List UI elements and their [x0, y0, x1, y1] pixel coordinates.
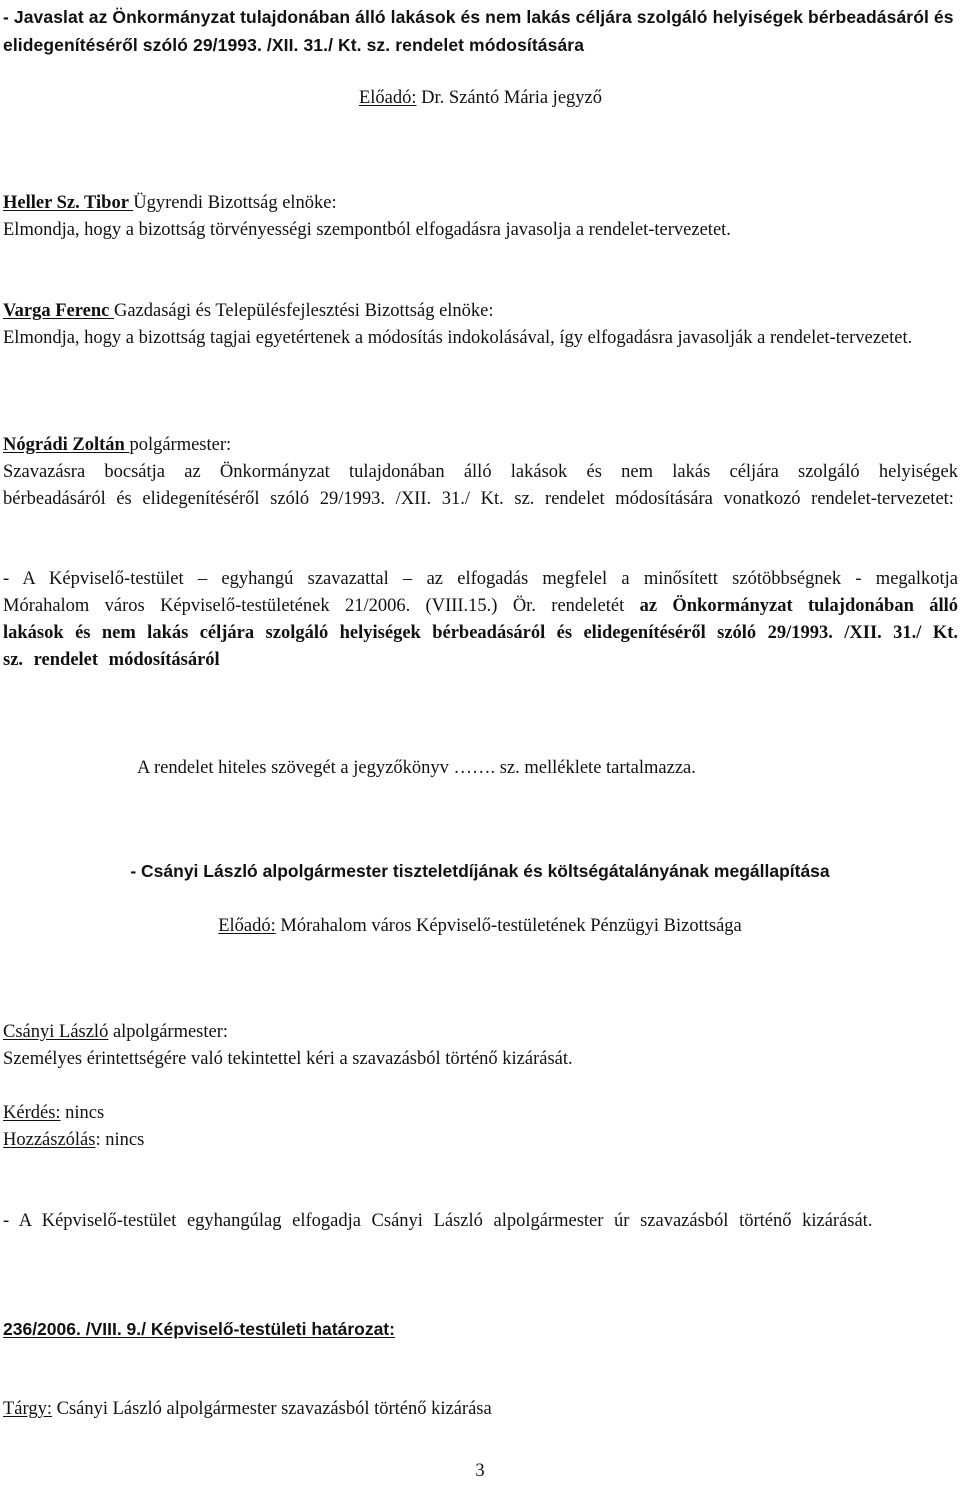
speaker-name: Varga Ferenc: [3, 301, 114, 321]
speaker-name: Nógrádi Zoltán: [3, 435, 130, 455]
subject-label: Tárgy:: [3, 1399, 52, 1419]
speaker-role: Gazdasági és Településfejlesztési Bizottság elnöke:: [113, 301, 494, 321]
speaker-role: polgármester:: [129, 435, 232, 455]
speaker-text: Személyes érintettségére való tekintettel kéri a szavazásból történő kizárását.: [3, 1049, 573, 1069]
resolution-heading: 236/2006. /VIII. 9./ Képviselő-testületi határozat:: [3, 1319, 395, 1339]
decision-text: - A Képviselő-testület – egyhangú szavazattal – az elfogadás megfelel a minősített szótöbbségnek - megalkotja Mórahalom város Képviselő-testületének 21/2006. (VIII.15.) Ör. rendeletét: [3, 569, 958, 616]
presenter-line-2: [0, 913, 960, 940]
speaker-name: Csányi László: [3, 1022, 109, 1042]
subject-line: [3, 1396, 958, 1423]
presenter-name: Dr. Szántó Mária jegyző: [416, 88, 602, 108]
presenter-label: Előadó:: [218, 916, 276, 936]
question-value: nincs: [60, 1103, 105, 1123]
speaker-heller: [3, 190, 958, 244]
presenter-line-1: [3, 85, 958, 112]
decision-1: [3, 566, 958, 674]
subject-value: Csányi László alpolgármester szavazásból történő kizárása: [51, 1399, 492, 1419]
speaker-text: Elmondja, hogy a bizottság törvényességi szempontból elfogadásra javasolja a rendelet-tervezetet.: [3, 220, 731, 240]
decision-bold-text: az Önkormányzat tulajdonában álló lakások és nem lakás céljára szolgáló helyiségek bérbeadásáról és elidegenítéséről szóló 29/1993. /XII. 31./ Kt. sz. rendelet módosításáról: [3, 596, 958, 670]
presenter-name: Mórahalom város Képviselő-testületének Pénzügyi Bizottsága: [275, 916, 742, 936]
comment-label: Hozzászólás: [3, 1130, 96, 1150]
speaker-csanyi: [3, 1019, 958, 1073]
question-line: [3, 1100, 958, 1127]
decision-2: - A Képviselő-testület egyhangúlag elfogadja Csányi László alpolgármester úr szavazásból történő kizárását.: [3, 1211, 873, 1231]
speaker-nogradi: [3, 432, 958, 513]
speaker-role: Ügyrendi Bizottság elnöke:: [133, 193, 337, 213]
speaker-varga: [3, 298, 958, 352]
speaker-text: Szavazásra bocsátja az Önkormányzat tulajdonában álló lakások és nem lakás céljára szolgáló helyiségek bérbeadásáról és elidegenítéséről szóló 29/1993. /XII. 31./ Kt. sz. rendelet módosítására vonatkozó rendelet-tervezetet:: [3, 462, 958, 509]
section-title-2: - Csányi László alpolgármester tiszteletdíjának és költségátalányának megállapítása: [130, 861, 830, 881]
presenter-label: Előadó:: [358, 88, 417, 108]
section-title-1: - Javaslat az Önkormányzat tulajdonában álló lakások és nem lakás céljára szolgáló helyiségek bérbeadásáról és elidegenítéséről szóló 29/1993. /XII. 31./ Kt. sz. rendelet módosítására: [3, 7, 954, 55]
note-line: A rendelet hiteles szövegét a jegyzőkönyv ……. sz. melléklete tartalmazza.: [137, 758, 696, 778]
comment-value: : nincs: [95, 1130, 145, 1150]
speaker-text: Elmondja, hogy a bizottság tagjai egyetértenek a módosítás indokolásával, így elfogadásra javasolják a rendelet-tervezetet.: [3, 328, 913, 348]
speaker-name: Heller Sz. Tibor: [3, 193, 134, 213]
comment-line: [3, 1127, 958, 1154]
question-label: Kérdés:: [3, 1103, 61, 1123]
page-number: 3: [475, 1461, 485, 1481]
speaker-role: alpolgármester:: [108, 1022, 229, 1042]
